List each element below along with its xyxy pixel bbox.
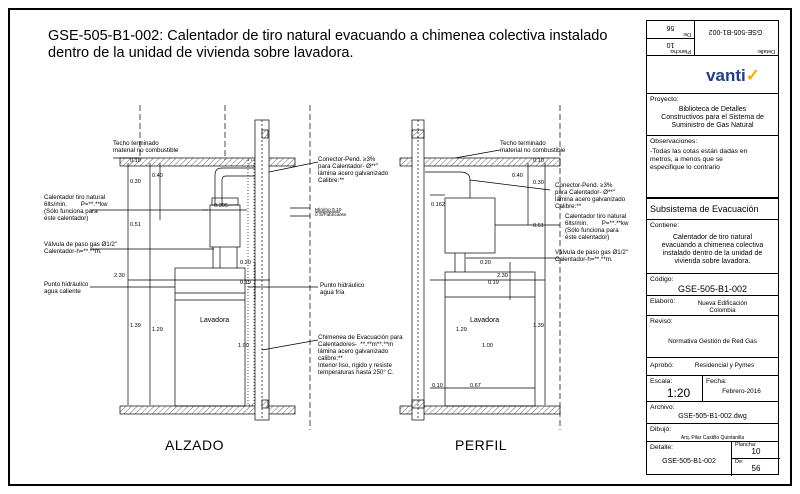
- aprobo-label: Aprobó:: [650, 362, 674, 369]
- alzado-punto-fria-label: Punto hidráulico agua fría: [320, 282, 365, 296]
- dibujo-row: [647, 423, 778, 441]
- archivo-row: [647, 401, 778, 423]
- alzado-washer: [175, 268, 245, 406]
- rotated-header: [647, 21, 778, 55]
- alzado-heater: [210, 205, 240, 247]
- de-label: De:: [735, 459, 744, 465]
- perfil-dim-129: 1.29: [456, 327, 467, 333]
- perfil-dim-139: 1.39: [533, 323, 544, 329]
- perfil-calentador-label: Calentador tiro natural 6lts/min. P=**.**kw (Sólo funciona para éste calentador): [565, 213, 629, 241]
- perfil-lavadora-label: Lavadora: [470, 317, 500, 324]
- alzado-dim-100: 1.00: [238, 343, 249, 349]
- reviso-label: Revisó:: [650, 318, 673, 325]
- elaboro-row: [647, 295, 778, 315]
- perfil-dim-010b: 0.10: [432, 383, 443, 389]
- perfil-dim-020: 0.20: [480, 260, 491, 266]
- rot-detalle-label: Detalle:: [756, 48, 775, 54]
- alzado-punto-caliente-label: Punto hidráulico agua caliente: [44, 281, 89, 295]
- observaciones-row: [647, 135, 778, 197]
- proyecto-label: Proyecto:: [650, 96, 679, 103]
- dibujo-value: Arq. Pilar Castillo Quintanilla: [680, 435, 745, 441]
- subsistema-value: Subsistema de Evacuación: [650, 204, 759, 214]
- perfil-dim-010: 0.10: [533, 158, 544, 164]
- detalle-row: [647, 441, 778, 475]
- plancha-value: 10: [751, 447, 761, 456]
- alzado-calentador-label: Calentador tiro natural 6lts/min. P=**.**kw (Sólo funciona para éste calentador): [44, 194, 108, 222]
- perfil-dim-0162: 0.162: [431, 202, 445, 208]
- perfil-conector-label: Conector-Pend. ≥3% para Calentador- Ø**" lámina acero galvanizado Calibre:**: [555, 182, 626, 210]
- alzado-dim-019: 0.19: [240, 280, 251, 286]
- archivo-label: Archivo:: [650, 404, 675, 411]
- de-value: 56: [751, 464, 761, 473]
- rot-de-value: 56: [666, 24, 675, 31]
- vanti-logo-text: vanti: [706, 66, 746, 85]
- codigo-label: Código:: [650, 276, 674, 283]
- aprobo-row: [647, 357, 778, 375]
- codigo-value: GSE-505-B1-002: [677, 284, 748, 294]
- alzado-dim-129: 1.29: [152, 327, 163, 333]
- alzado-valvula-label: Válvula de paso gas Ø1/2" Calentador-h=**.**m.: [44, 241, 118, 255]
- title-block: [646, 20, 779, 475]
- alzado-chimenea-label: Chimenea de Evacuación para Calentadores- **.**m**.**m lámina acero galvanizado calibre:** Interior liso, rígido y resiste temperaturas hasta 250° C.: [318, 334, 403, 376]
- elaboro-value: Nueva Edificación Colombia: [697, 300, 748, 314]
- perfil-heater: [445, 198, 495, 253]
- rot-plancha-value: 10: [666, 41, 675, 48]
- alzado-dim-010: 0.10: [130, 158, 141, 164]
- alzado-dim-139: 1.39: [130, 323, 141, 329]
- codigo-row: [647, 273, 778, 295]
- contiene-row: [647, 219, 778, 273]
- alzado-dim-051: 0.51: [130, 222, 141, 228]
- vanti-check-icon: ✓: [745, 66, 760, 85]
- alzado-lavadora-label: Lavadora: [200, 317, 230, 324]
- elaboro-label: Elaboró:: [650, 298, 676, 305]
- sheet-title: GSE-505-B1-002: Calentador de tiro natural evacuando a chimenea colectiva instalado dentro de la unidad de vivienda sobre lavadora.: [48, 28, 608, 61]
- escala-label: Escala:: [650, 378, 673, 385]
- rot-de-label: De:: [682, 31, 691, 37]
- alzado-view-title: ALZADO: [165, 437, 225, 453]
- observaciones-value: -Todas las cotas están dadas en metros, a menos que se especifique lo contrario: [650, 148, 748, 171]
- escala-row: [647, 375, 778, 401]
- logo-row: [647, 55, 778, 93]
- vanti-logo: [706, 66, 760, 86]
- proyecto-value: Biblioteca de Detalles Constructivos para el Sistema de Suministro de Gas Natural: [661, 106, 764, 129]
- subsistema-row: [647, 197, 778, 219]
- fecha-label: Fecha:: [706, 378, 727, 385]
- perfil-dim-030: 0.30: [533, 180, 544, 186]
- perfil-dim-019: 0.19: [488, 280, 499, 286]
- plancha-label: Plancha:: [735, 442, 757, 448]
- detalle-label: Detalle:: [650, 444, 674, 451]
- perfil-flue: [425, 172, 470, 198]
- archivo-value: GSE-505-B1-002.dwg: [678, 413, 747, 420]
- perfil-view-title: PERFIL: [455, 437, 508, 453]
- perfil-techo-label: Techo terminado material no combustible: [500, 140, 566, 154]
- observaciones-label: Observaciones:: [650, 138, 698, 145]
- perfil-dim-100: 1.00: [482, 343, 493, 349]
- aprobo-value: Residencial y Pymes: [694, 362, 755, 369]
- fecha-value: Febrero-2016: [722, 388, 761, 395]
- rot-detalle-value: GSE-505-B1-002: [708, 28, 763, 35]
- alzado-conector-label: Conector-Pend. ≥3% para Calentador- Ø**" lámina acero galvanizado Calibre:**: [318, 156, 389, 184]
- alzado-dim-0305: 0.305: [214, 203, 228, 209]
- alzado-dim-020: 0.20: [240, 260, 251, 266]
- alzado-minimo-label: Mínimo 0.10 ó S/Fabricante: [315, 208, 347, 218]
- perfil-valvula-label: Válvula de paso gas Ø1/2" Calentador-h=**.**m.: [555, 249, 629, 263]
- alzado-dim-040: 0.40: [152, 173, 163, 179]
- perfil-dim-230: 2.30: [497, 273, 508, 279]
- detalle-value: GSE-505-B1-002: [662, 458, 716, 465]
- dibujo-label: Dibujó:: [650, 426, 672, 433]
- perfil-washer: [445, 272, 535, 406]
- alzado-dim-230: 2.30: [114, 273, 125, 279]
- rot-plancha-label: Plancha:: [669, 48, 691, 54]
- reviso-value: Normativa Gestión de Red Gas: [668, 338, 757, 345]
- proyecto-row: [647, 93, 778, 135]
- alzado-techo-label: Techo terminado material no combustible: [113, 140, 179, 154]
- alzado-dim-030: 0.30: [130, 179, 141, 185]
- escala-value: 1:20: [666, 386, 691, 400]
- perfil-dim-040: 0.40: [512, 173, 523, 179]
- perfil-dim-051: 0.51: [533, 223, 544, 229]
- alzado-flue: [215, 168, 255, 205]
- contiene-label: Contiene:: [650, 222, 680, 229]
- reviso-row: [647, 315, 778, 357]
- perfil-dim-067: 0.67: [470, 383, 481, 389]
- contiene-value: Calentador de tiro natural evacuando a chimenea colectiva instalado dentro de la unidad de vivienda sobre lavadora.: [661, 234, 764, 265]
